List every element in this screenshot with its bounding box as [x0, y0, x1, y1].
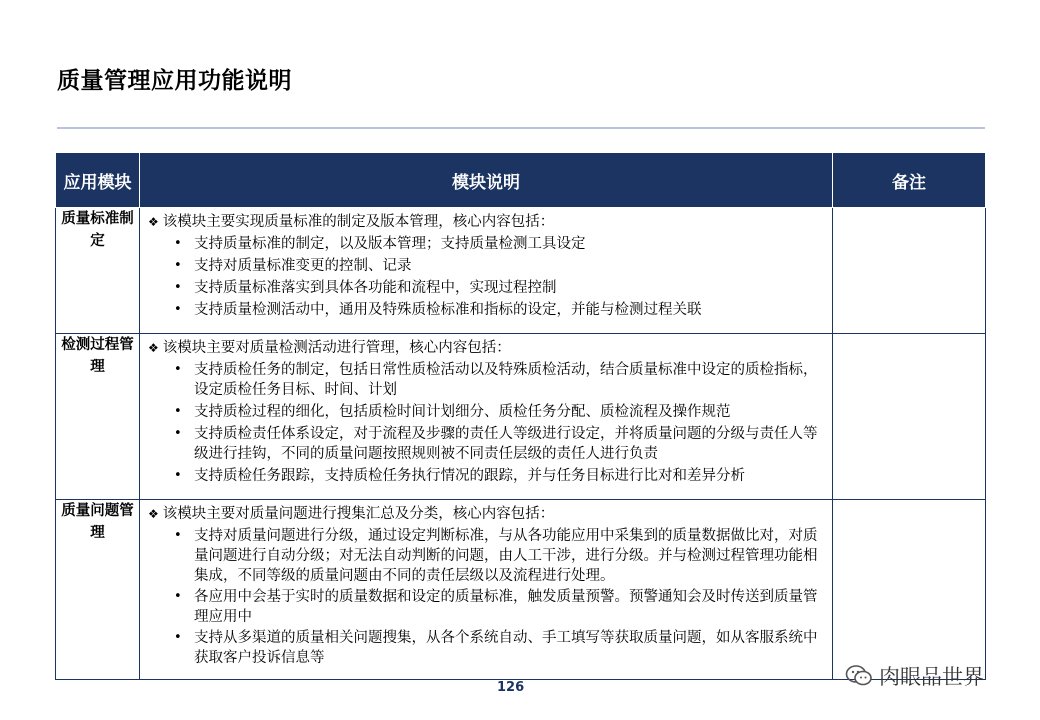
list-item: [174, 233, 826, 255]
header-description: 模块说明: [140, 153, 833, 208]
point-text: 支持质检责任体系设定，对于流程及步骤的责任人等级进行设定，并将质量问题的分级与责任人等级进行挂钩，不同的质量问题按照规则被不同责任层级的责任人进行负责: [194, 426, 818, 462]
header-remark: 备注: [833, 153, 986, 208]
function-table: [55, 152, 986, 680]
wechat-icon: [845, 664, 873, 688]
bullet-icon: •: [174, 468, 182, 483]
point-text: 各应用中会基于实时的质量数据和设定的质量标准，触发质量预警。预警通知会及时传送到质量管理应用中: [194, 589, 818, 625]
bullet-icon: •: [174, 528, 182, 543]
list-item: [174, 255, 826, 277]
point-text: 支持对质量标准变更的控制、记录: [194, 258, 412, 274]
list-item: [174, 360, 826, 400]
point-text: 支持从多渠道的质量相关问题搜集，从各个系统自动、手工填写等获取质量问题，如从客服系统中获取客户投诉信息等: [194, 630, 818, 666]
list-item: [174, 587, 826, 627]
bullet-icon: •: [174, 280, 182, 295]
intro-text: 该模块主要实现质量标准的制定及版本管理，核心内容包括：: [162, 214, 555, 230]
table-row: [56, 334, 986, 500]
list-item: [174, 277, 826, 299]
point-text: 支持质量检测活动中，通用及特殊质检标准和指标的设定，并能与检测过程关联: [194, 302, 702, 318]
title-divider: [57, 127, 985, 129]
remark-cell: [833, 208, 986, 334]
list-item: [174, 465, 826, 487]
bullet-icon: •: [174, 426, 182, 441]
diamond-bullet-icon: ❖: [148, 507, 159, 521]
list-item: [174, 628, 826, 668]
diamond-bullet-icon: ❖: [148, 215, 159, 229]
intro-text: 该模块主要对质量检测活动进行管理，核心内容包括：: [162, 340, 511, 356]
point-text: 支持质检任务跟踪，支持质检任务执行情况的跟踪，并与任务目标进行比对和差异分析: [194, 468, 745, 484]
bullet-icon: •: [174, 630, 182, 645]
module-cell: 质量标准制定: [56, 208, 140, 334]
bullet-icon: •: [174, 589, 182, 604]
intro-text: 该模块主要对质量问题进行搜集汇总及分类，核心内容包括：: [162, 506, 555, 522]
bullet-icon: •: [174, 302, 182, 317]
point-text: 支持质检任务的制定，包括日常性质检活动以及特殊质检活动，结合质量标准中设定的质检指标，设定质检任务目标、时间、计划: [194, 362, 818, 398]
list-item: [174, 401, 826, 423]
intro-line: [148, 211, 826, 233]
remark-cell: [833, 334, 986, 500]
point-text: 支持质量标准落实到具体各功能和流程中，实现过程控制: [194, 280, 557, 296]
table-row: [56, 208, 986, 334]
page-number: 126: [497, 680, 525, 695]
point-text: 支持对质量问题进行分级，通过设定判断标准，与从各功能应用中采集到的质量数据做比对，对质量问题进行自动分级；对无法自动判断的问题，由人工干涉，进行分级。并与检测过程管理功能相集成，不同等级的质量问题由不同的责任层级以及流程进行处理。: [194, 528, 818, 584]
bullet-icon: •: [174, 362, 182, 377]
intro-line: [148, 503, 826, 525]
description-cell: [140, 208, 833, 334]
list-item: [174, 526, 826, 586]
bullet-icon: •: [174, 258, 182, 273]
list-item: [174, 299, 826, 321]
table-header-row: [56, 153, 986, 208]
point-list: [148, 526, 826, 668]
bullet-icon: •: [174, 404, 182, 419]
watermark-text: 肉眼品世界: [879, 665, 984, 689]
list-item: [174, 424, 826, 464]
header-module: 应用模块: [56, 153, 140, 208]
point-text: 支持质检过程的细化，包括质检时间计划细分、质检任务分配、质检流程及操作规范: [194, 404, 731, 420]
intro-line: [148, 337, 826, 359]
watermark: [845, 661, 984, 691]
module-cell: 检测过程管理: [56, 334, 140, 500]
module-cell: 质量问题管理: [56, 500, 140, 680]
diamond-bullet-icon: ❖: [148, 341, 159, 355]
point-text: 支持质量标准的制定，以及版本管理；支持质量检测工具设定: [194, 236, 586, 252]
point-list: [148, 360, 826, 487]
bullet-icon: •: [174, 236, 182, 251]
point-list: [148, 233, 826, 321]
description-cell: [140, 334, 833, 500]
remark-cell: [833, 500, 986, 680]
description-cell: [140, 500, 833, 680]
page-title: 质量管理应用功能说明: [57, 68, 292, 94]
table-row: [56, 500, 986, 680]
